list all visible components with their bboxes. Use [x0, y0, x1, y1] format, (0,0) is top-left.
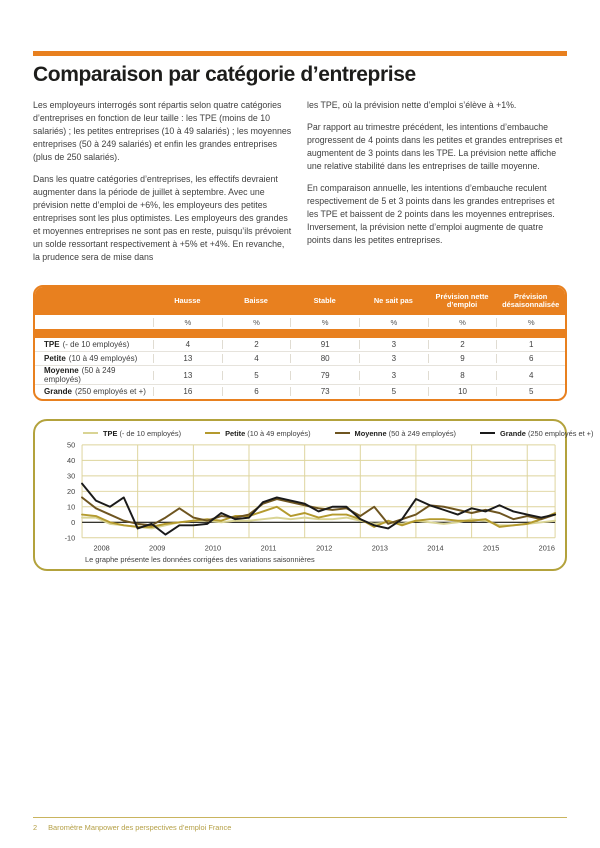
cell: 2	[222, 340, 291, 349]
legend-name: Moyenne	[354, 428, 387, 438]
cell: 13	[153, 354, 222, 363]
svg-text:0: 0	[71, 517, 76, 527]
svg-text:2015: 2015	[483, 543, 500, 553]
cell: 9	[428, 354, 497, 363]
legend-detail: (250 employés et +)	[527, 428, 594, 438]
paragraph: Les employeurs interrogés sont répartis selon quatre catégories d’entreprises en fonction de leur taille : les TPE (moins de 10 salariés) ; les petites entreprises (10 à 49 salariés) ; les moyennes entreprises (50 à 249 salariés) et enfin les grandes entreprises (plus de 250 salariés).	[33, 100, 292, 162]
cell: 79	[290, 371, 359, 380]
legend-detail: (- de 10 employés)	[119, 428, 182, 438]
cell: 3	[359, 340, 428, 349]
svg-text:2011: 2011	[260, 543, 277, 553]
petite-line-swatch-icon	[205, 432, 220, 435]
title-accent-rule	[33, 51, 567, 56]
cell: 73	[290, 387, 359, 396]
row-label	[35, 340, 153, 349]
unit-cell: %	[496, 318, 565, 327]
page-number: 2	[33, 823, 38, 832]
table-row-petite	[35, 351, 565, 365]
svg-text:2009: 2009	[149, 543, 166, 553]
row-detail: (10 à 49 employés)	[68, 354, 138, 364]
table-row-grande	[35, 384, 565, 398]
legend-item-moyenne	[335, 429, 456, 438]
svg-text:2013: 2013	[371, 543, 389, 553]
legend-name: Grande	[500, 428, 526, 438]
legend-name: TPE	[103, 428, 118, 438]
page-footer	[33, 817, 567, 832]
right-column	[307, 99, 567, 273]
cell: 8	[428, 371, 497, 380]
cell: 3	[359, 354, 428, 363]
legend-item-tpe	[83, 429, 181, 438]
svg-text:-10: -10	[64, 532, 76, 542]
table-unit-row	[35, 315, 565, 329]
page-title: Comparaison par catégorie d’entreprise	[33, 63, 416, 86]
cell: 2	[428, 340, 497, 349]
column-header-prevision-desaisonnalisee: Prévision désaisonnalisée	[502, 291, 560, 309]
employment-outlook-chart-box	[33, 419, 594, 571]
unit-cell: %	[428, 318, 497, 327]
svg-text:2014: 2014	[427, 543, 444, 553]
cell: 16	[153, 387, 222, 396]
column-header-stable: Stable	[313, 295, 336, 305]
row-detail: (50 à 249 employés)	[44, 366, 116, 385]
row-detail: (- de 10 employés)	[62, 340, 130, 350]
row-name: Petite	[44, 354, 66, 364]
footer-text: Baromètre Manpower des perspectives d’emploi France	[48, 823, 232, 832]
column-header-baisse: Baisse	[244, 295, 268, 305]
svg-text:2016: 2016	[538, 543, 555, 553]
employment-outlook-chart	[41, 440, 559, 555]
column-header-prevision-nette: Prévision nette d’emploi	[435, 291, 489, 309]
legend-detail: (50 à 249 employés)	[388, 428, 456, 438]
cell: 91	[290, 340, 359, 349]
svg-text:2010: 2010	[204, 543, 222, 553]
paragraph: Par rapport au trimestre précédent, les intentions d’embauche progressent de 4 points dans les petites et grandes entreprises et augmentent de 3 points dans les TPE. La prévision nette affiche une relative stabilité dans les entreprises de taille moyenne.	[307, 122, 563, 171]
cell: 5	[359, 387, 428, 396]
row-label	[35, 366, 153, 384]
table-separator-band	[35, 329, 565, 338]
row-name: Grande	[44, 387, 73, 397]
paragraph: En comparaison annuelle, les intentions d’embauche reculent respectivement de 5 et 3 points dans les grandes entreprises et les TPE et baissent de 2 points dans les moyennes entreprises. Inversement, la prévision nette d’emploi augmente de quatre points dans les petites entreprises.	[307, 183, 555, 245]
left-column	[33, 99, 293, 273]
row-label	[35, 354, 153, 363]
chart-caption: Le graphe présente les données corrigées des variations saisonnières	[85, 554, 315, 564]
moyenne-line-swatch-icon	[335, 432, 350, 435]
legend-item-grande	[480, 429, 593, 438]
column-header-hausse: Hausse	[174, 295, 201, 305]
svg-text:40: 40	[67, 455, 76, 465]
unit-cell: %	[153, 318, 222, 327]
legend-name: Petite	[225, 428, 246, 438]
table-row-tpe	[35, 338, 565, 351]
svg-text:2008: 2008	[93, 543, 110, 553]
row-name: Moyenne	[44, 366, 79, 376]
paragraph: Dans les quatre catégories d’entreprises, les effectifs devraient augmenter dans la période de juillet à septembre. Avec une prévision nette d’emploi de +6%, les employeurs des petites entreprises sont les plus optimistes. Les employeurs des grandes et moyennes entreprises ne sont pas en reste, puisqu’ils prévoient un solde ressortant respectivement à +5% et +4%. En revanche, la prudence sera de mise dans	[33, 174, 292, 262]
table-header-row	[35, 287, 565, 315]
chart-legend	[83, 428, 594, 438]
outlook-table	[33, 285, 567, 401]
table-row-moyenne	[35, 365, 565, 384]
svg-text:10: 10	[67, 501, 76, 511]
svg-text:30: 30	[67, 470, 76, 480]
unit-cell: %	[359, 318, 428, 327]
unit-cell: %	[290, 318, 359, 327]
paragraph: les TPE, où la prévision nette d’emploi s’élève à +1%.	[307, 100, 517, 110]
column-header-ne-sait-pas: Ne sait pas	[373, 295, 413, 305]
cell: 4	[153, 340, 222, 349]
svg-text:2012: 2012	[316, 543, 333, 553]
svg-text:20: 20	[67, 486, 76, 496]
cell: 5	[222, 371, 291, 380]
cell: 5	[496, 387, 565, 396]
cell: 1	[496, 340, 565, 349]
row-detail: (250 employés et +)	[75, 387, 146, 397]
cell: 10	[428, 387, 497, 396]
cell: 6	[496, 354, 565, 363]
cell: 4	[222, 354, 291, 363]
body-text-columns	[33, 99, 567, 273]
tpe-line-swatch-icon	[83, 432, 98, 435]
cell: 4	[496, 371, 565, 380]
cell: 6	[222, 387, 291, 396]
cell: 80	[290, 354, 359, 363]
svg-text:50: 50	[67, 439, 76, 449]
row-name: TPE	[44, 340, 60, 350]
grande-line-swatch-icon	[480, 432, 495, 435]
unit-cell: %	[222, 318, 291, 327]
legend-item-petite	[205, 429, 310, 438]
cell: 3	[359, 371, 428, 380]
legend-detail: (10 à 49 employés)	[247, 428, 311, 438]
cell: 13	[153, 371, 222, 380]
row-label	[35, 387, 153, 396]
